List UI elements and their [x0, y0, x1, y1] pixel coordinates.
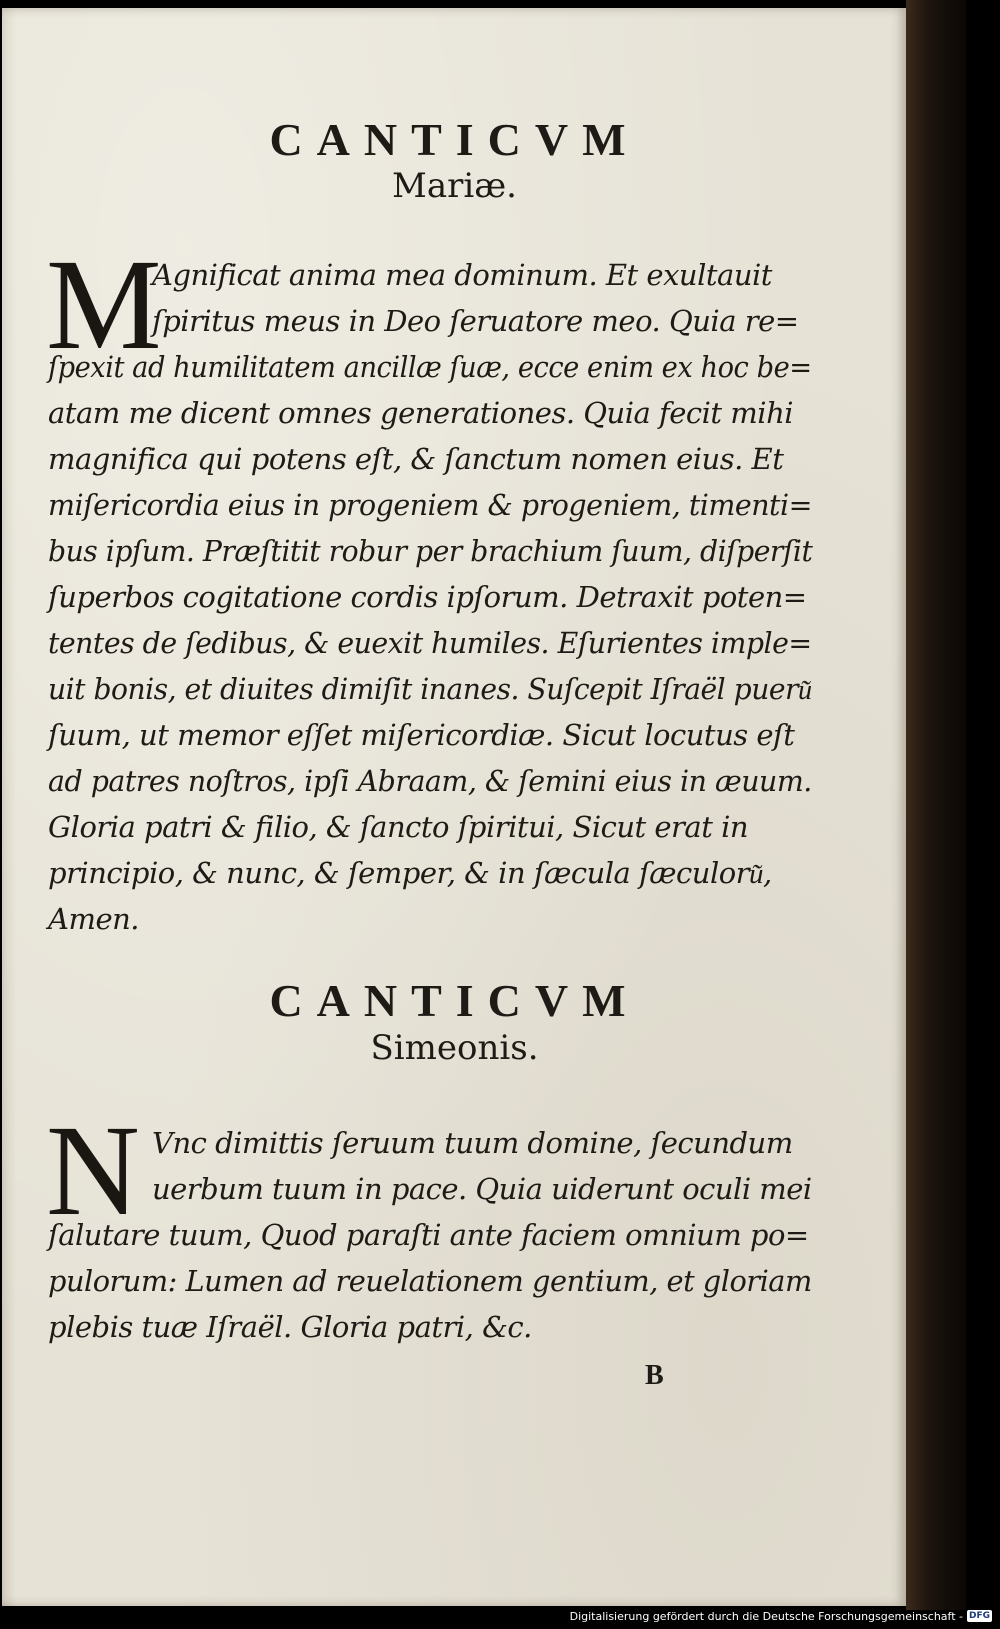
- dfg-logo-icon: DFG: [968, 1611, 990, 1621]
- footer-credit: Digitalisierung gefördert durch die Deutsche Forschungsgemeinschaft -: [569, 1609, 963, 1623]
- book-spine: [906, 0, 966, 1610]
- section2-subtitle: Simeonis.: [370, 1028, 539, 1068]
- section1-line: ſpiritus meus in Deo ſeruatore meo. Quia re=: [152, 304, 799, 338]
- section1-line: Amen.: [48, 902, 139, 936]
- section1-line: bus ipſum. Præſtitit robur per brachium ſuum, diſperſit: [48, 534, 813, 568]
- section1-dropcap: M: [46, 233, 162, 377]
- section2-line: uerbum tuum in pace. Quia uiderunt oculi mei: [152, 1172, 812, 1206]
- section1-line: atam me dicent omnes generationes. Quia fecit mihi: [48, 396, 794, 430]
- section1-line: ad patres noſtros, ipſi Abraam, & ſemini eius in æuum.: [48, 764, 812, 798]
- section1-title: CANTICVM: [269, 114, 640, 165]
- section2-dropcap: N: [46, 1099, 140, 1243]
- section1-line: Gloria patri & filio, & ſancto ſpiritui, Sicut erat in: [48, 810, 749, 844]
- section1-line: ſuperbos cogitatione cordis ipſorum. Detraxit poten=: [48, 580, 807, 614]
- section1-line: Agnificat anima mea dominum. Et exultauit: [152, 258, 772, 292]
- section2-line: plebis tuæ Iſraël. Gloria patri, &c.: [48, 1310, 532, 1344]
- section1-line: tentes de ſedibus, & euexit humiles. Eſurientes imple=: [48, 626, 812, 660]
- digitization-footer: [570, 1606, 992, 1626]
- section1-subtitle: Mariæ.: [392, 166, 517, 206]
- section1-line: principio, & nunc, & ſemper, & in ſæcula ſæculoru͂,: [48, 856, 772, 890]
- section2-title: CANTICVM: [269, 975, 640, 1026]
- signature-mark: B: [645, 1360, 664, 1391]
- section2-line: pulorum: Lumen ad reuelationem gentium, et gloriam: [48, 1264, 812, 1298]
- section1-line: miſericordia eius in progeniem & progeniem, timenti=: [48, 488, 812, 522]
- section1-line: ſpexit ad humilitatem ancillæ ſuæ, ecce enim ex hoc be=: [48, 350, 812, 384]
- section1-line: magnifica qui potens eſt, & ſanctum nomen eius. Et: [48, 442, 784, 476]
- section2-line: ſalutare tuum, Quod paraſti ante faciem omnium po=: [48, 1218, 809, 1252]
- section1-line: uit bonis, et diuites dimiſit inanes. Suſcepit Iſraël pueru͂: [48, 672, 812, 706]
- book-page: [2, 8, 907, 1606]
- section2-line: Vnc dimittis ſeruum tuum domine, ſecundum: [152, 1126, 793, 1160]
- section1-line: ſuum, ut memor eſſet miſericordiæ. Sicut locutus eſt: [48, 718, 795, 752]
